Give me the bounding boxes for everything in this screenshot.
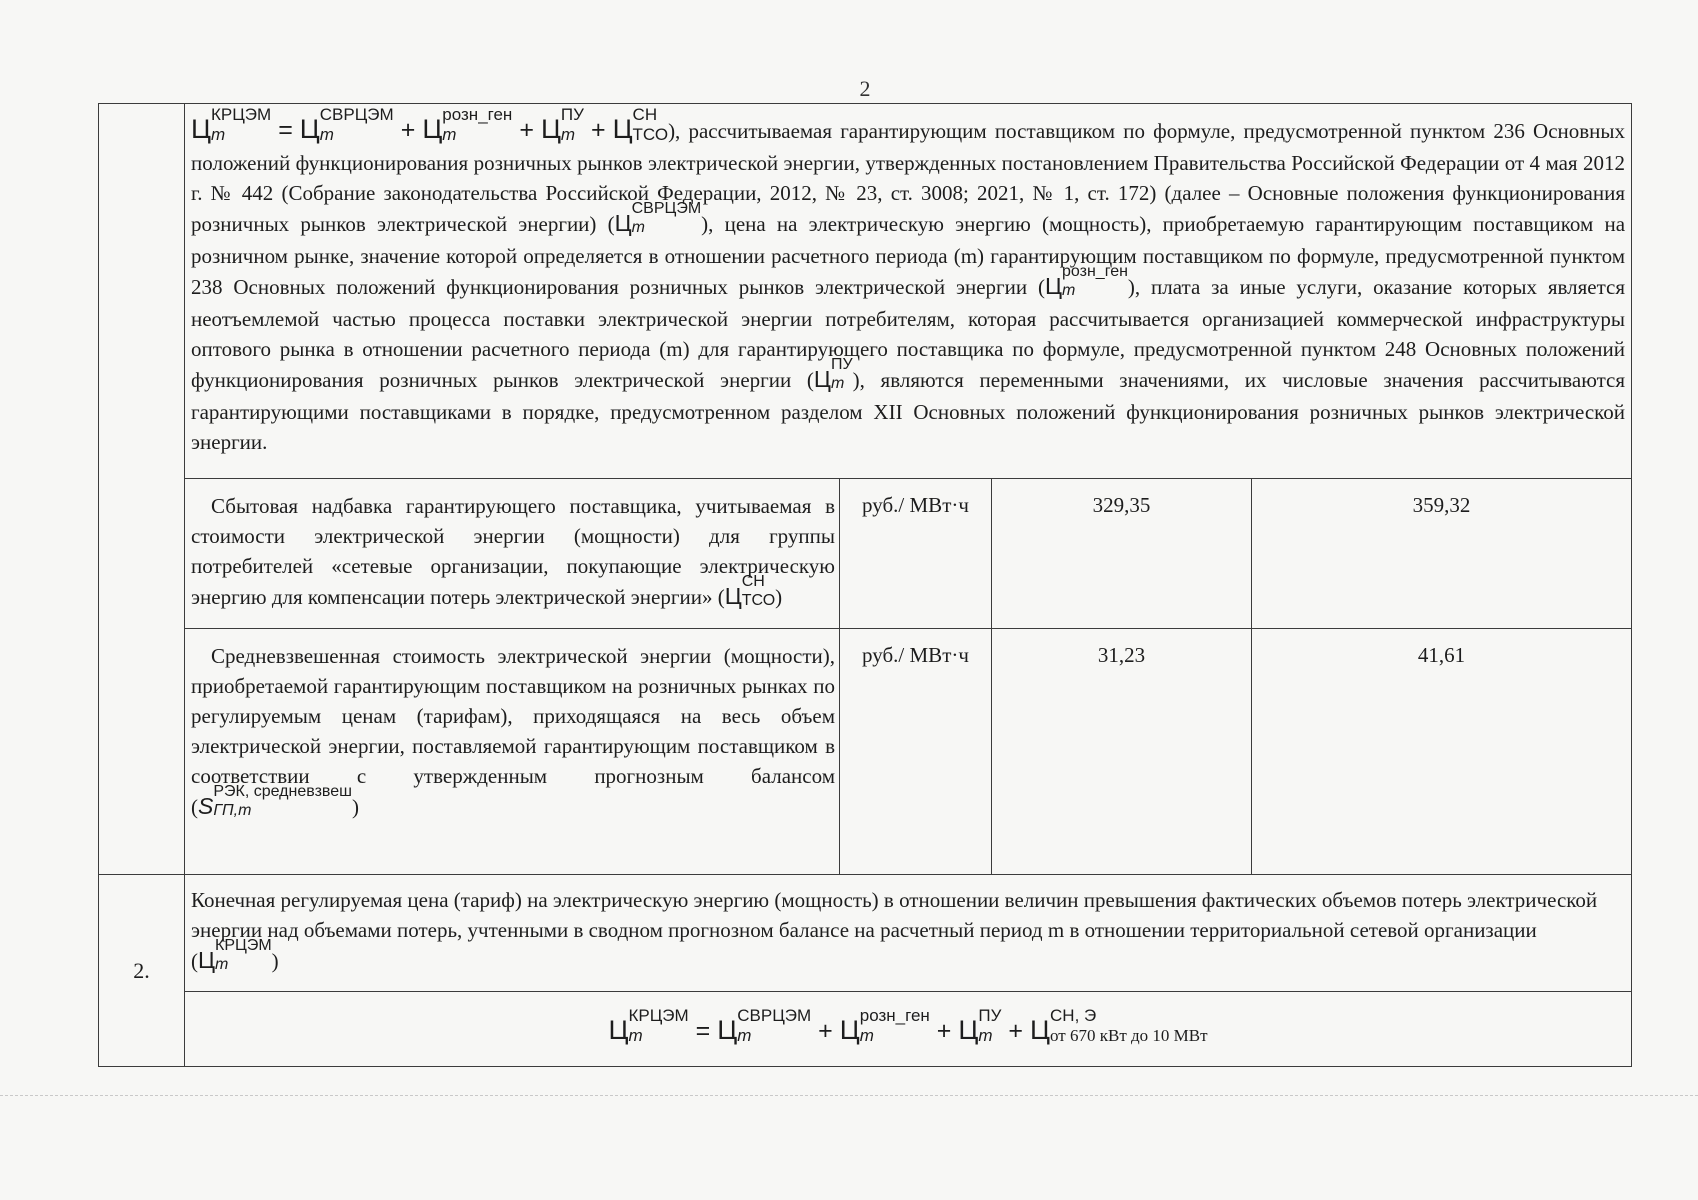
formula-explanation-text bbox=[191, 105, 1626, 457]
formula-krcem: Ц КРЦЭМ m = Ц СВРЦЭМ m + Ц розн_ген m + Ц ПУ m + Ц СН ТСО bbox=[191, 105, 669, 145]
markup-value-1: 329,35 bbox=[992, 479, 1252, 629]
weighted-cost-unit: руб./ МВт·ч bbox=[840, 629, 992, 875]
row-number-cell-empty bbox=[99, 104, 185, 875]
markup-unit: руб./ МВт·ч bbox=[840, 479, 992, 629]
explanation-part-3: ), плата за иные услуги, оказание которых является неотъемлемой частью процесса поставки электрической энергии потребителям, которая рассчитывается организацией коммерческой инфраструктуры оптового рынка в отношении расчетного периода (m) для гарантирующего поставщика по формуле, предусмотренной пунктом 248 Основных положений функционирования розничных рынков электрической энергии ( bbox=[191, 275, 1626, 393]
page-number: 2 bbox=[859, 76, 871, 101]
tariff-table bbox=[98, 103, 1632, 1067]
symbol-svrcem: Ц СВРЦЭМ m bbox=[614, 200, 702, 237]
symbol-rozn-gen: Ц розн_ген m bbox=[1045, 263, 1128, 300]
formula-explanation-cell bbox=[185, 104, 1632, 479]
weighted-cost-description-cell bbox=[185, 629, 840, 875]
row2-formula-cell bbox=[185, 991, 1632, 1066]
page-bottom-divider bbox=[0, 1095, 1698, 1096]
markup-value-2: 359,32 bbox=[1252, 479, 1632, 629]
symbol-sn-tso: Ц СН ТСО bbox=[724, 573, 776, 610]
row2-description: Конечная регулируемая цена (тариф) на электрическую энергию (мощность) в отношении величин превышения фактических объемов потерь электрической энергии над объемами потерь, учтенными в сводном прогнозном балансе на расчетный период m в отношении территориальной сетевой организации (Ц КРЦЭМ m ) bbox=[191, 888, 1598, 974]
formula-krcem-row2: Ц КРЦЭМ m = Ц СВРЦЭМ m + Ц розн_ген m + Ц ПУ m + Ц СН, Э от 670 кВт до 10 МВт bbox=[608, 1006, 1208, 1046]
symbol-s-rek: S РЭК, средневзвеш ГП,m bbox=[198, 783, 352, 820]
symbol-pu: Ц ПУ m bbox=[813, 356, 853, 393]
markup-description-cell bbox=[185, 479, 840, 629]
row-number-2: 2. bbox=[99, 875, 185, 1067]
symbol-krcem: Ц КРЦЭМ m bbox=[198, 937, 272, 974]
weighted-cost-value-2: 41,61 bbox=[1252, 629, 1632, 875]
markup-description: Сбытовая надбавка гарантирующего поставщика, учитываемая в стоимости электрической энергии (мощности) для группы потребителей «сетевые организации, покупающие электрическую энергию для компенсации потерь электрической энергии» (Ц СН ТСО ) bbox=[191, 494, 835, 610]
explanation-part-2: ), цена на электрическую энергию (мощность), приобретаемую гарантирующим поставщиком на розничном рынке, значение которой определяется в отношении расчетного периода (m) гарантирующим поставщиком по формуле, предусмотренной пунктом 238 Основных положений функционирования розничных рынков электрической энергии ( bbox=[191, 212, 1626, 300]
row2-description-cell bbox=[185, 875, 1632, 992]
explanation-part-4: ), являются переменными значениями, их числовые значения рассчитываются гарантирующими поставщиками в порядке, предусмотренном разделом XII Основных положений функционирования розничных рынков электрической энергии. bbox=[191, 368, 1626, 455]
weighted-cost-description: Средневзвешенная стоимость электрической энергии (мощности), приобретаемой гарантирующим поставщиком на розничных рынках по регулируемым ценам (тарифам), приходящаяся на весь объем электрической энергии, поставляемой гарантирующим поставщиком в соответствии с утвержденным прогнозным балансом (S РЭК, средневзвеш ГП,m ) bbox=[191, 644, 835, 820]
explanation-part-1: ), рассчитываемая гарантирующим поставщиком по формуле, предусмотренной пунктом 236 Основных положений функционирования розничных рынков электрической энергии, утвержденных постановлением Правительства Российской Федерации от 4 мая 2012 г. № 442 (Собрание законодательства Российской Федерации, 2012, № 23, ст. 3008; 2021, № 1, ст. 172) (далее – Основные положения функционирования розничных рынков электрической энергии) ( bbox=[191, 119, 1626, 237]
weighted-cost-value-1: 31,23 bbox=[992, 629, 1252, 875]
